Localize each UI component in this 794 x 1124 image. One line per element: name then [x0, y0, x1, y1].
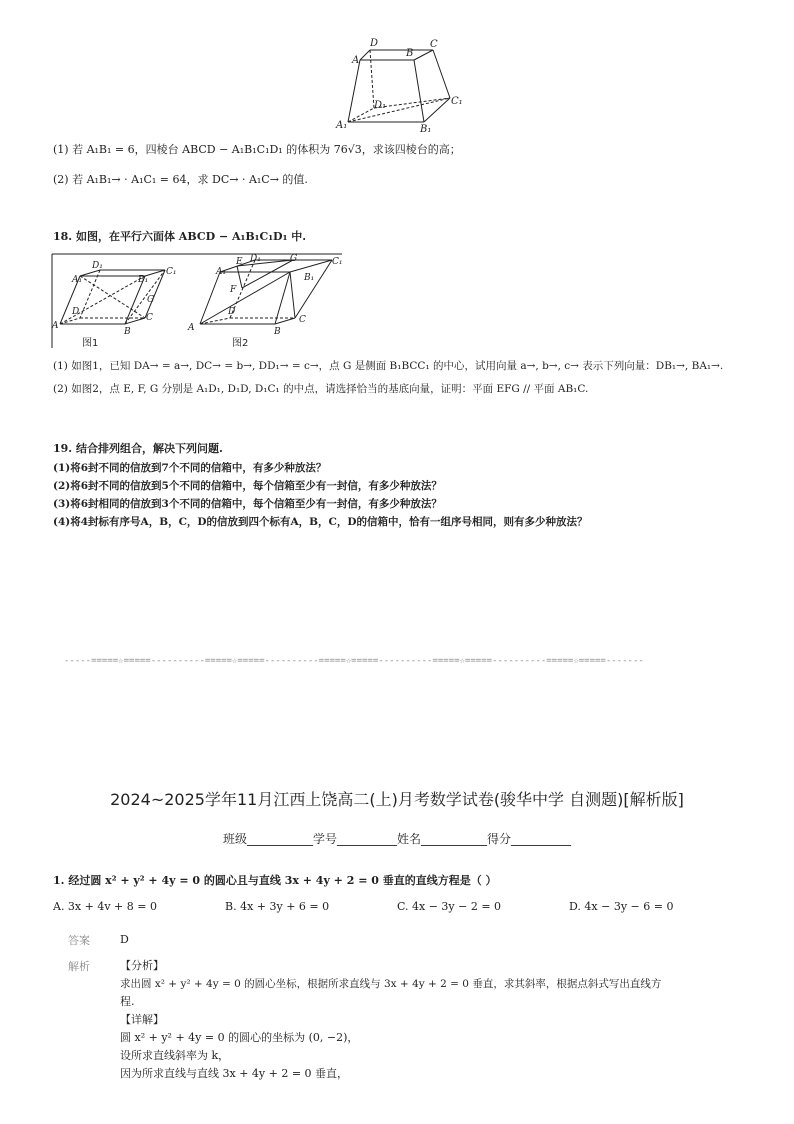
- q1-option-b: B. 4x + 3y + 6 = 0: [225, 900, 330, 913]
- q18-part2: (2) 如图2，点 E, F, G 分别是 A₁D₁, D₁D, D₁C₁ 的中点，请选择恰当的基底向量，证明：平面 EFG // 平面 AB₁C.: [53, 383, 589, 395]
- analysis-line: 求出圆 x² + y² + 4y = 0 的圆心坐标，根据所求直线与 3x + 4y + 2 = 0 垂直，求其斜率，根据点斜式写出直线方: [120, 978, 662, 990]
- page-separator: -----=====☆=====----------=====☆=====----------=====☆=====----------=====☆=====----------=====☆=====-------: [64, 656, 644, 666]
- fig2-caption: 图2: [232, 338, 249, 349]
- fig17-label: C: [430, 39, 438, 50]
- fig2-label: A₁: [216, 267, 227, 277]
- answer-value: D: [120, 933, 129, 946]
- fig2-label: D: [228, 307, 236, 317]
- frustum-figure: [330, 36, 470, 136]
- q1-option-a: A. 3x + 4v + 8 = 0: [53, 900, 157, 913]
- fig1-label: C₁: [166, 267, 177, 277]
- q19-item-2: (2)将6封不同的信放到5个不同的信箱中，每个信箱至少有一封信，有多少种放法？: [53, 480, 442, 492]
- q1-stem: 1. 经过圆 x² + y² + 4y = 0 的圆心且与直线 3x + 4y + 2 = 0 垂直的直线方程是（ ）: [53, 874, 497, 887]
- fig2-label: B₁: [304, 273, 315, 283]
- analysis-line: 设所求直线斜率为 k，: [120, 1049, 230, 1062]
- fig1-label: B₁: [138, 275, 149, 285]
- fig1-label: A: [52, 321, 59, 331]
- q19-item-4: (4)将4封标有序号A，B，C，D的信放到四个标有A，B，C，D的信箱中，恰有一组序号相同，则有多少种放法？: [53, 516, 588, 528]
- q19-item-1: (1)将6封不同的信放到7个不同的信箱中，有多少种放法？: [53, 462, 327, 474]
- fig1-label: B: [124, 327, 131, 337]
- analysis-label: 解析: [68, 960, 90, 973]
- fig1-label: G: [147, 295, 155, 305]
- q17-part1: (1) 若 A₁B₁ = 6，四棱台 ABCD − A₁B₁C₁D₁ 的体积为 76√3，求该四棱台的高；: [53, 143, 461, 156]
- q19-item-3: (3)将6封相同的信放到3个不同的信箱中，每个信箱至少有一封信，有多少种放法？: [53, 498, 442, 510]
- analysis-line: 圆 x² + y² + 4y = 0 的圆心的坐标为 (0, −2)，: [120, 1031, 359, 1044]
- fig2-label: A: [188, 323, 195, 333]
- fig17-label: B₁: [420, 124, 432, 135]
- fig17-label: C₁: [451, 96, 463, 107]
- answer-label: 答案: [68, 934, 90, 947]
- fig17-label: B: [406, 48, 414, 59]
- fig2-label: C₁: [332, 257, 343, 267]
- fig1-label: C: [146, 313, 153, 323]
- q18-part1: (1) 如图1，已知 DA→ = a→, DC→ = b→, DD₁→ = c→，点 G 是侧面 B₁BCC₁ 的中心，试用向量 a→, b→, c→ 表示下列向量：DB₁→, BA₁→.: [53, 360, 724, 372]
- fig1-label: A₁: [72, 275, 83, 285]
- fig17-label: D: [370, 38, 379, 49]
- fig2-label: E: [236, 257, 243, 267]
- q17-part2: (2) 若 A₁B₁→ · A₁C₁ = 64，求 DC→ · A₁C→ 的值.: [53, 173, 308, 186]
- fig2-label: B: [274, 327, 281, 337]
- fig1-label: D₁: [92, 261, 103, 271]
- q1-option-c: C. 4x − 3y − 2 = 0: [397, 900, 502, 913]
- fig2-label: D₁: [250, 254, 261, 264]
- q1-option-d: D. 4x − 3y − 6 = 0: [569, 900, 674, 913]
- q18-stem: 18. 如图，在平行六面体 ABCD − A₁B₁C₁D₁ 中.: [53, 230, 307, 243]
- q19-stem: 19. 结合排列组合，解决下列问题.: [53, 442, 223, 455]
- fig17-label: D₁: [374, 100, 387, 111]
- fig2-label: F: [230, 285, 237, 295]
- analysis-line: 【详解】: [120, 1013, 164, 1026]
- document-title: 2024~2025学年11月江西上饶高二(上)月考数学试卷(骏华中学 自测题)[解析版]: [110, 790, 684, 809]
- student-info-fields: 班级___________学号__________姓名___________得分__________: [222, 832, 571, 846]
- fig2-label: G: [290, 254, 298, 264]
- fig17-label: A: [352, 55, 360, 66]
- analysis-line: 【分析】: [120, 959, 164, 972]
- fig2-label: C: [299, 315, 306, 325]
- analysis-line: 因为所求直线与直线 3x + 4y + 2 = 0 垂直，: [120, 1067, 349, 1080]
- fig17-label: A₁: [336, 120, 348, 131]
- analysis-line: 程.: [120, 995, 135, 1008]
- fig1-caption: 图1: [82, 338, 99, 349]
- fig1-label: D: [72, 307, 80, 317]
